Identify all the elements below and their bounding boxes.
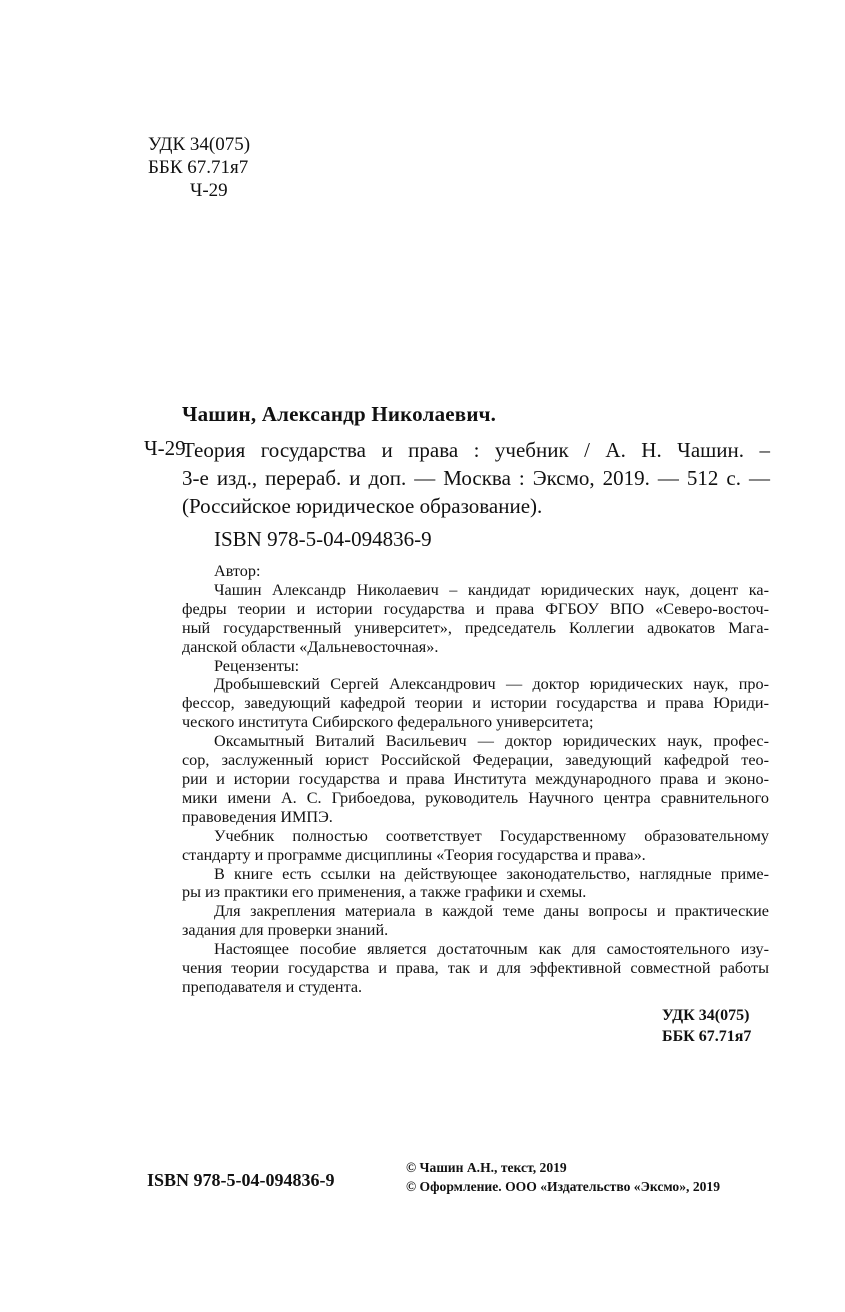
author-bio-line: федры теории и истории государства и права ФГБОУ ВПО «Северо-восточ-	[182, 599, 769, 618]
annotation-paragraph-line: чения теории государства и права, так и для эффективной совместной работы	[182, 959, 769, 978]
author-mark: Ч-29	[190, 180, 228, 201]
reviewer-line: Оксамытный Виталий Васильевич — доктор юридических наук, профес-	[214, 732, 769, 751]
author-label: Автор:	[214, 562, 261, 580]
bib-line: Теория государства и права : учебник / А. Н. Чашин. –	[182, 438, 770, 462]
reviewer-line: сор, заслуженный юрист Российской Федерации, заведующий кафедрой тео-	[182, 751, 769, 770]
annotation-paragraph-line: Настоящее пособие является достаточным как для самостоятельного изу-	[214, 940, 769, 959]
copyright-design: © Оформление. ООО «Издательство «Эксмо», 2019	[406, 1179, 721, 1194]
bbk-code: ББК 67.71я7	[148, 157, 249, 178]
footer-isbn: ISBN 978-5-04-094836-9	[147, 1170, 335, 1190]
reviewer-line: фессор, заведующий кафедрой теории и истории государства и права Юриди-	[182, 694, 769, 713]
bib-line: 3-е изд., перераб. и доп. — Москва : Эксмо, 2019. — 512 с. —	[182, 466, 770, 490]
annotation-paragraph-line: стандарту и программе дисциплины «Теория государства и права».	[182, 845, 646, 864]
copyright-text: © Чашин А.Н., текст, 2019	[406, 1160, 567, 1175]
author-bio-line: ный государственный университет», председатель Коллегии адвокатов Мага-	[182, 618, 769, 637]
annotation-paragraph-line: Учебник полностью соответствует Государственному образовательному	[214, 826, 769, 845]
copyright-block	[406, 1158, 720, 1196]
annotation-paragraph-line: Для закрепления материала в каждой теме даны вопросы и практические	[214, 902, 769, 921]
reviewer-line: мики имени А. С. Грибоедова, руководитель Научного центра сравнительного	[182, 788, 769, 807]
annotation	[182, 562, 769, 997]
bottom-classification-codes	[662, 1005, 751, 1047]
reviewers-label: Рецензенты:	[214, 656, 300, 675]
annotation-paragraph-line: В книге есть ссылки на действующее законодательство, наглядные приме-	[214, 864, 769, 883]
record-author-mark: Ч-29	[144, 436, 186, 460]
reviewer-line: ческого института Сибирского федерального университета;	[182, 713, 594, 732]
classification-codes	[148, 133, 250, 202]
reviewer-line: Дробышевский Сергей Александрович — доктор юридических наук, про-	[214, 675, 769, 694]
bottom-udk-code: УДК 34(075)	[662, 1007, 750, 1024]
annotation-paragraph-line: ры из практики его применения, а также графики и схемы.	[182, 883, 587, 902]
author-heading: Чашин, Александр Николаевич.	[182, 402, 497, 426]
udk-code: УДК 34(075)	[148, 134, 251, 155]
bib-line: (Российское юридическое образование).	[182, 494, 543, 518]
reviewer-line: правоведения ИМПЭ.	[182, 807, 333, 826]
author-bio-line: данской области «Дальневосточная».	[182, 637, 439, 656]
bottom-bbk-code: ББК 67.71я7	[662, 1028, 752, 1045]
reviewer-line: рии и истории государства и права Института международного права и эконо-	[182, 769, 769, 788]
annotation-paragraph-line: задания для проверки знаний.	[182, 921, 389, 940]
author-bio-line: Чашин Александр Николаевич – кандидат юридических наук, доцент ка-	[214, 580, 769, 599]
isbn-record: ISBN 978-5-04-094836-9	[214, 527, 432, 551]
bibliographic-description	[182, 436, 770, 520]
annotation-paragraph-line: преподавателя и студента.	[182, 977, 363, 996]
